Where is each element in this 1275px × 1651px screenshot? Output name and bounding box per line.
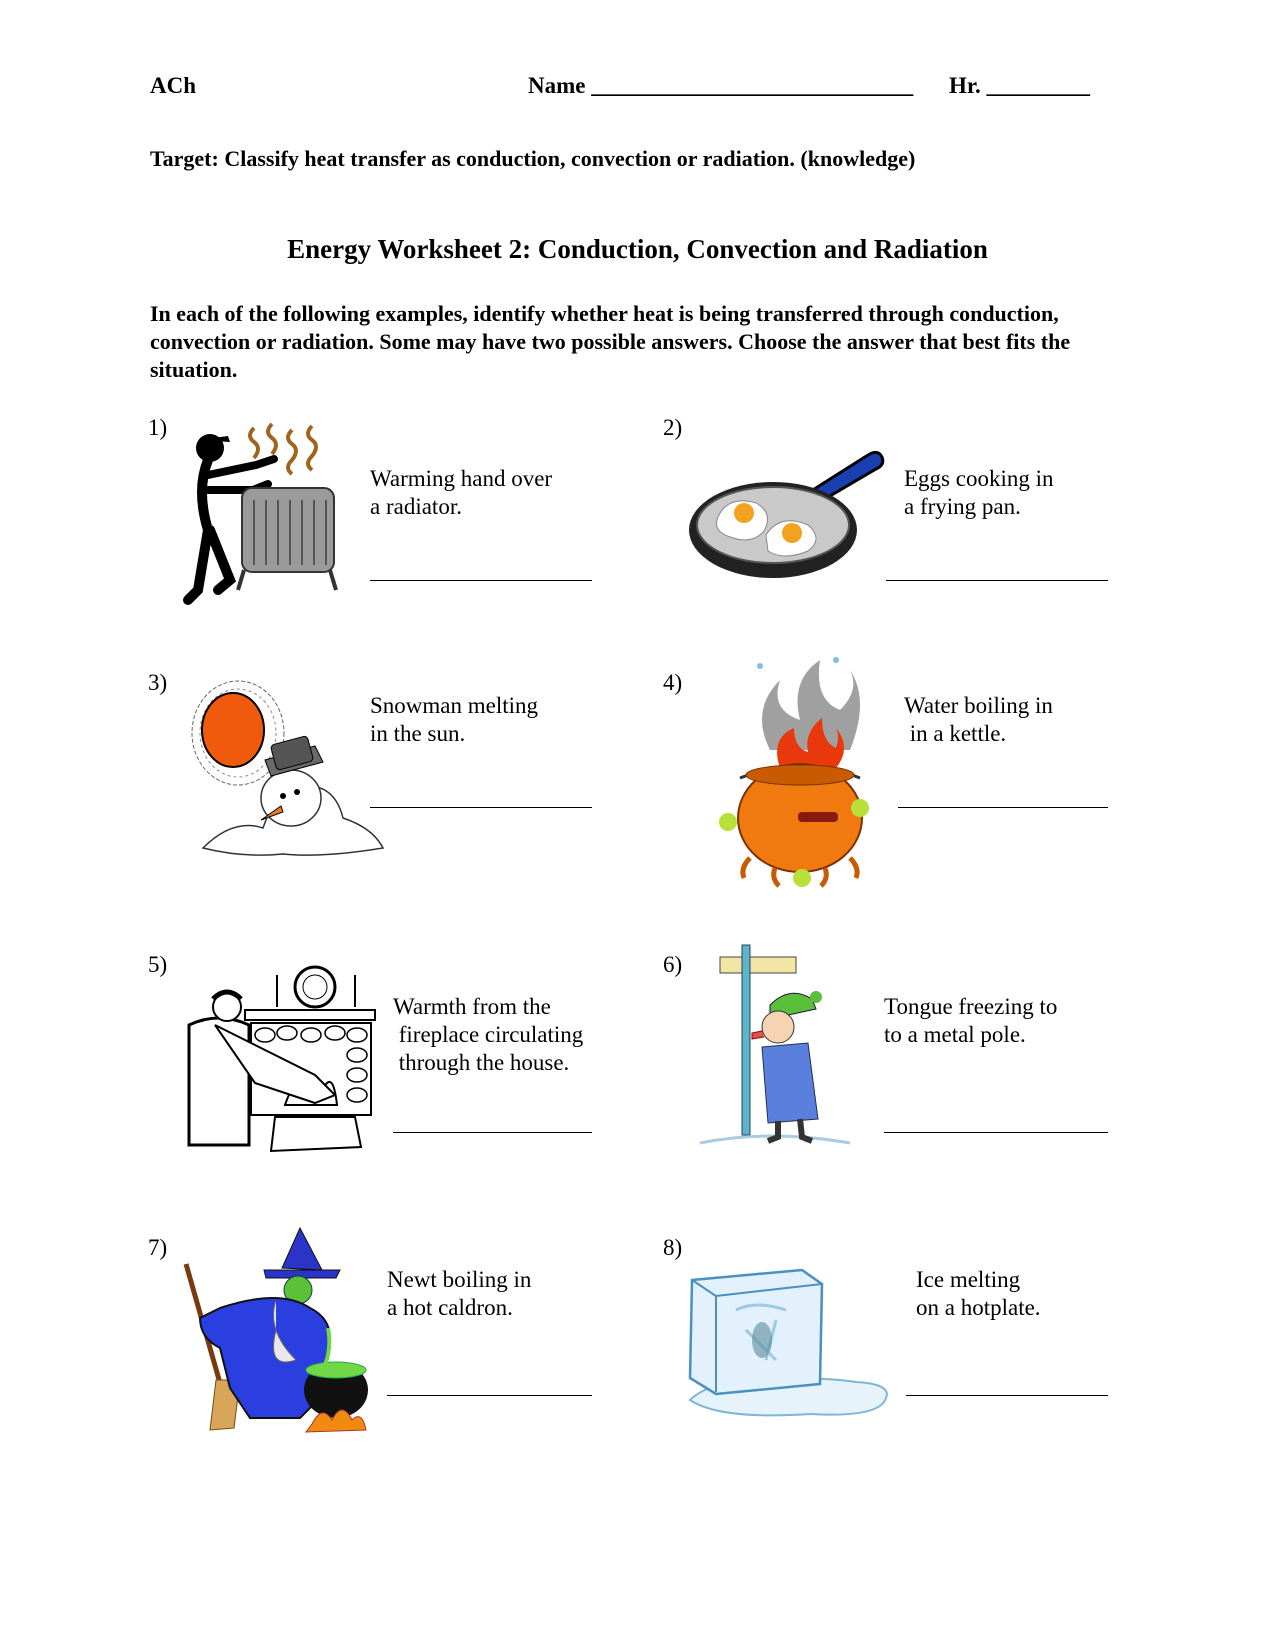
- radiator-icon: [180, 420, 350, 620]
- page-title: Energy Worksheet 2: Conduction, Convection and Radiation: [287, 234, 988, 264]
- item-2-description: Eggs cooking in a frying pan.: [904, 466, 1054, 519]
- snowman-sun-icon: [183, 668, 383, 888]
- item-5-answer-blank[interactable]: [393, 1132, 592, 1133]
- item-1-answer-blank[interactable]: [370, 580, 592, 581]
- hour-blank[interactable]: _________: [986, 73, 1090, 98]
- item-7-description: Newt boiling in a hot caldron.: [387, 1267, 532, 1320]
- name-blank[interactable]: ____________________________: [591, 73, 914, 98]
- item-6-number: 6): [663, 952, 683, 977]
- instructions: In each of the following examples, identify whether heat is being transferred through conduction, convection or radiation. Some may have two possible answers. Choose the answer that best fits the situation.: [150, 301, 1071, 382]
- learning-target: Target: Classify heat transfer as conduction, convection or radiation. (knowledge): [150, 146, 916, 171]
- item-4-answer-blank[interactable]: [898, 807, 1108, 808]
- item-3-description: Snowman melting in the sun.: [370, 693, 539, 746]
- item-4-number: 4): [663, 670, 683, 695]
- witch-caldron-icon: [180, 1228, 380, 1448]
- hour-field[interactable]: [949, 73, 1090, 99]
- item-8-description: Ice melting on a hotplate.: [916, 1267, 1041, 1320]
- item-3-number: 3): [148, 670, 168, 695]
- hour-label: Hr.: [949, 73, 981, 98]
- ice-cube-icon: [676, 1260, 891, 1420]
- item-8-answer-blank[interactable]: [906, 1395, 1108, 1396]
- item-6-description: Tongue freezing to to a metal pole.: [884, 994, 1058, 1047]
- boiling-kettle-icon: [720, 650, 890, 895]
- frozen-tongue-icon: [700, 945, 850, 1145]
- item-2-number: 2): [663, 415, 683, 440]
- item-7-answer-blank[interactable]: [387, 1395, 592, 1396]
- name-field[interactable]: [528, 73, 913, 99]
- item-1-description: Warming hand over a radiator.: [370, 466, 553, 519]
- frying-pan-icon: [688, 445, 888, 585]
- item-7-number: 7): [148, 1235, 168, 1260]
- fireplace-icon: [185, 955, 385, 1165]
- item-5-description: Warmth from the fireplace circulating through the house.: [393, 994, 584, 1075]
- item-1-number: 1): [148, 415, 168, 440]
- name-label: Name: [528, 73, 586, 98]
- item-3-answer-blank[interactable]: [370, 807, 592, 808]
- item-2-answer-blank[interactable]: [886, 580, 1108, 581]
- item-4-description: Water boiling in in a kettle.: [904, 693, 1053, 746]
- course-label: ACh: [150, 73, 197, 98]
- item-8-number: 8): [663, 1235, 683, 1260]
- item-6-answer-blank[interactable]: [884, 1132, 1108, 1133]
- item-5-number: 5): [148, 952, 168, 977]
